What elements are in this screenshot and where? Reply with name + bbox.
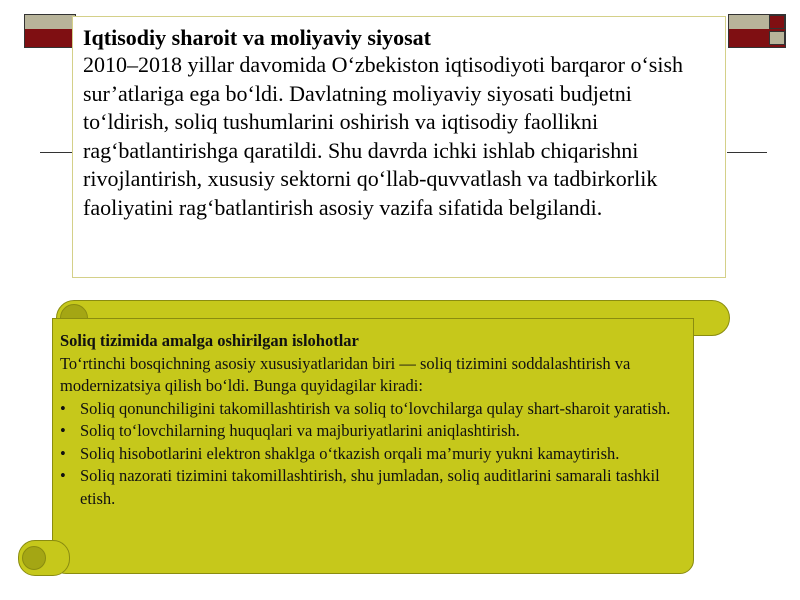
list-item — [60, 465, 690, 510]
bullet-icon: • — [60, 421, 66, 440]
main-body-text: 2010–2018 yillar davomida O‘zbekiston iqtisodiyoti barqaror o‘sish sur’atlariga ega bo‘ldi. Davlatning moliyaviy siyosati budjetni to‘ldirish, soliq tushumlarini oshirish va iqtisodiy faollikni rag‘batlantirishga qaratildi. Shu davrda ichki ishlab chiqarishni rivojlantirish, xususiy sektorni qo‘llab-quvvatlash va tadbirkorlik faoliyatini rag‘batlantirish asosiy vazifa sifatida belgilandi. — [83, 52, 684, 220]
bullet-icon: • — [60, 443, 66, 463]
main-title: Iqtisodiy sharoit va moliyaviy siyosat — [83, 25, 431, 50]
bullet-icon: • — [60, 398, 66, 418]
scroll-intro: To‘rtinchi bosqichning asosiy xususiyatlaridan biri — soliq tizimini soddalashtirish va modernizatsiya qilish bo‘ldi. Bunga quyidagilar kiradi: — [60, 353, 631, 395]
header-bar-left — [24, 14, 76, 48]
scroll-content — [60, 330, 690, 510]
header-square-top — [769, 15, 785, 29]
scroll-bottom-curl — [22, 546, 46, 570]
header-square-bottom — [769, 31, 785, 45]
scroll-title: Soliq tizimida amalga oshirilgan islohotlar — [60, 331, 359, 350]
divider-right — [727, 152, 767, 153]
list-item-text: Soliq qonunchiligini takomillashtirish va soliq to‘lovchilarga qulay shart-sharoit yaratish. — [80, 398, 671, 418]
list-item-text: Soliq to‘lovchilarning huquqlari va majburiyatlarini aniqlashtirish. — [80, 421, 520, 440]
header-bar-left-stripe — [25, 15, 75, 29]
list-item-text: Soliq nazorati tizimini takomillashtirish, shu jumladan, soliq auditlarini samarali tashkil etish. — [80, 466, 660, 508]
list-item-text: Soliq hisobotlarini elektron shaklga o‘tkazish orqali ma’muriy yukni kamaytirish. — [80, 443, 620, 463]
bullet-icon: • — [60, 466, 66, 485]
header-bar-right — [728, 14, 786, 48]
reform-list — [60, 398, 690, 511]
divider-left — [40, 152, 74, 153]
list-item — [60, 420, 690, 443]
list-item — [60, 443, 690, 466]
list-item — [60, 398, 690, 421]
main-text-box — [72, 16, 726, 278]
